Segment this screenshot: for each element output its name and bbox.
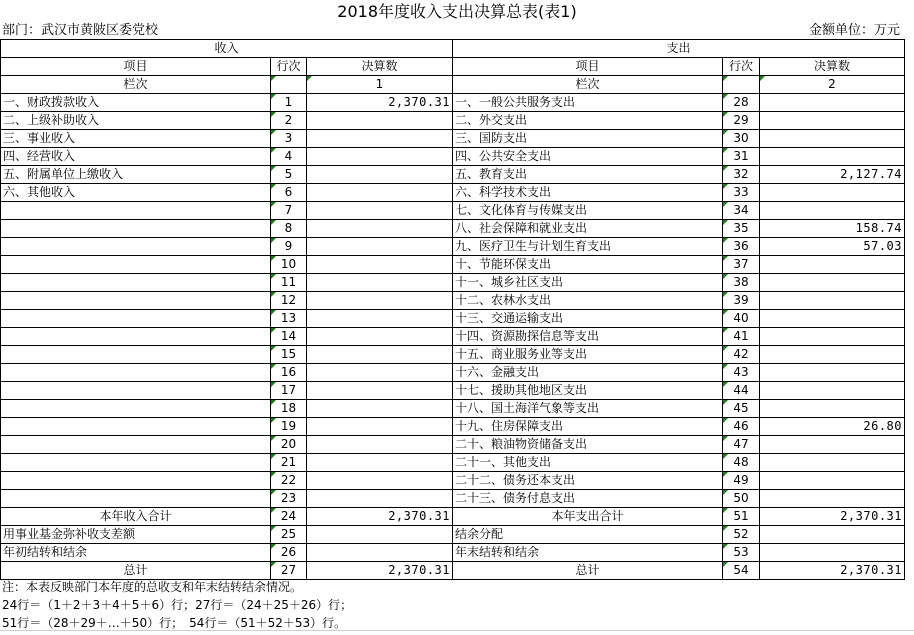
income-line-cell[interactable]: 6 [271,184,307,202]
income-line-cell[interactable]: 13 [271,310,307,328]
expense-item-cell[interactable]: 二十一、其他支出 [453,454,723,472]
expense-order-number[interactable]: 2 [760,76,905,94]
expense-amount-cell[interactable] [760,112,905,130]
table-row [1,490,905,508]
income-line-cell[interactable]: 20 [271,436,307,454]
expense-amount-cell[interactable]: 2,370.31 [760,562,905,580]
income-line-cell[interactable]: 9 [271,238,307,256]
expense-item-cell[interactable]: 十六、金融支出 [453,364,723,382]
income-line-cell[interactable]: 26 [271,544,307,562]
expense-amount-cell[interactable] [760,130,905,148]
expense-line-cell[interactable]: 29 [723,112,760,130]
expense-amount-cell[interactable] [760,364,905,382]
expense-line-cell[interactable]: 39 [723,292,760,310]
table-row [1,328,905,346]
expense-item-cell[interactable]: 六、科学技术支出 [453,184,723,202]
income-amount-cell[interactable]: 2,370.31 [307,562,453,580]
expense-line-cell[interactable]: 34 [723,202,760,220]
expense-amount-cell[interactable] [760,346,905,364]
expense-line-cell[interactable]: 49 [723,472,760,490]
income-item-cell[interactable] [1,490,271,508]
note-line: 注：本表反映部门本年度的总收支和年末结转结余情况。 [2,580,303,594]
expense-line-cell[interactable]: 37 [723,256,760,274]
income-amount-cell[interactable] [307,436,453,454]
expense-item-cell[interactable]: 二十、粮油物资储备支出 [453,436,723,454]
summary-row [1,544,905,562]
table-row [1,436,905,454]
expense-amount-cell[interactable] [760,148,905,166]
summary-row [1,508,905,526]
expense-amount-cell[interactable] [760,490,905,508]
income-line-cell[interactable]: 2 [271,112,307,130]
income-line-cell[interactable]: 3 [271,130,307,148]
table-row [1,148,905,166]
table-row [1,274,905,292]
income-amount-header[interactable]: 决算数 [307,58,453,76]
expense-amount-cell[interactable] [760,256,905,274]
income-item-cell[interactable] [1,454,271,472]
section-header-row [1,40,905,58]
expense-item-cell[interactable]: 一、一般公共服务支出 [453,94,723,112]
expense-item-cell[interactable]: 十二、农林水支出 [453,292,723,310]
income-line-header[interactable]: 行次 [271,58,307,76]
income-amount-cell[interactable] [307,382,453,400]
expense-line-cell[interactable]: 41 [723,328,760,346]
table-row [1,166,905,184]
income-item-cell[interactable] [1,382,271,400]
income-line-cell[interactable]: 5 [271,166,307,184]
expense-item-cell[interactable]: 四、公共安全支出 [453,148,723,166]
income-amount-cell[interactable] [307,544,453,562]
expense-item-cell[interactable]: 十八、国土海洋气象等支出 [453,400,723,418]
table-row [1,94,905,112]
income-amount-cell[interactable] [307,238,453,256]
expense-item-cell[interactable]: 八、社会保障和就业支出 [453,220,723,238]
expense-amount-header[interactable]: 决算数 [760,58,905,76]
income-line-cell[interactable]: 7 [271,202,307,220]
income-amount-cell[interactable] [307,202,453,220]
expense-item-cell[interactable]: 十四、资源勘探信息等支出 [453,328,723,346]
income-item-cell[interactable] [1,220,271,238]
expense-amount-cell[interactable] [760,292,905,310]
expense-amount-cell[interactable] [760,184,905,202]
income-item-cell[interactable] [1,364,271,382]
column-order-row [1,76,905,94]
unit-label: 金额单位：万元 [808,23,900,38]
income-section-header[interactable]: 收入 [1,40,453,58]
income-line-cell[interactable]: 8 [271,220,307,238]
expense-line-cell[interactable]: 42 [723,346,760,364]
expense-line-cell[interactable]: 44 [723,382,760,400]
income-line-cell[interactable]: 11 [271,274,307,292]
income-line-cell[interactable]: 15 [271,346,307,364]
expense-line-cell[interactable]: 30 [723,130,760,148]
income-item-cell[interactable]: 三、事业收入 [1,130,271,148]
income-amount-cell[interactable] [307,112,453,130]
table-row [1,382,905,400]
expense-line-cell[interactable]: 40 [723,310,760,328]
expense-line-cell[interactable]: 50 [723,490,760,508]
expense-item-cell[interactable]: 十五、商业服务业等支出 [453,346,723,364]
income-item-cell[interactable] [1,202,271,220]
income-item-cell[interactable] [1,238,271,256]
expense-item-cell[interactable]: 十、节能环保支出 [453,256,723,274]
income-line-cell[interactable]: 22 [271,472,307,490]
income-line-cell[interactable]: 21 [271,454,307,472]
income-amount-cell[interactable] [307,220,453,238]
notes [2,578,352,632]
income-line-cell[interactable]: 16 [271,364,307,382]
income-amount-cell[interactable] [307,490,453,508]
table-row [1,238,905,256]
expense-line-cell[interactable]: 38 [723,274,760,292]
table-row [1,400,905,418]
expense-amount-cell[interactable]: 2,127.74 [760,166,905,184]
income-item-cell[interactable]: 六、其他收入 [1,184,271,202]
column-header-row [1,58,905,76]
expense-amount-cell[interactable]: 26.80 [760,418,905,436]
expense-amount-cell[interactable] [760,382,905,400]
income-item-cell[interactable] [1,274,271,292]
expense-line-cell[interactable]: 32 [723,166,760,184]
table-row [1,256,905,274]
income-item-cell[interactable]: 一、财政拨款收入 [1,94,271,112]
income-item-cell[interactable] [1,292,271,310]
table-row [1,454,905,472]
income-line-cell[interactable]: 18 [271,400,307,418]
table-row [1,112,905,130]
expense-item-cell[interactable]: 结余分配 [453,526,723,544]
income-amount-cell[interactable] [307,454,453,472]
expense-amount-cell[interactable] [760,274,905,292]
income-item-cell[interactable]: 本年收入合计 [1,508,271,526]
income-amount-cell[interactable]: 2,370.31 [307,508,453,526]
income-line-cell[interactable]: 1 [271,94,307,112]
income-line-cell[interactable]: 14 [271,328,307,346]
income-item-cell[interactable] [1,418,271,436]
income-item-cell[interactable]: 总计 [1,562,271,580]
income-amount-cell[interactable] [307,166,453,184]
income-line-cell[interactable]: 17 [271,382,307,400]
table-row [1,418,905,436]
expense-amount-cell[interactable] [760,472,905,490]
income-amount-cell[interactable] [307,472,453,490]
income-order-blank[interactable] [271,76,307,94]
expense-amount-cell[interactable] [760,544,905,562]
income-item-cell[interactable]: 四、经营收入 [1,148,271,166]
expense-amount-cell[interactable]: 158.74 [760,220,905,238]
expense-amount-cell[interactable] [760,436,905,454]
table-row [1,472,905,490]
income-amount-cell[interactable] [307,346,453,364]
income-order-number[interactable]: 1 [307,76,453,94]
expense-amount-cell[interactable] [760,328,905,346]
income-item-header[interactable]: 项目 [1,58,271,76]
expense-line-cell[interactable]: 48 [723,454,760,472]
report-title: 2018年度收入支出决算总表(表1) [337,2,577,21]
expense-line-cell[interactable]: 47 [723,436,760,454]
expense-line-cell[interactable]: 46 [723,418,760,436]
table-row [1,292,905,310]
income-item-cell[interactable]: 五、附属单位上缴收入 [1,166,271,184]
income-amount-cell[interactable] [307,130,453,148]
table-row [1,184,905,202]
expense-line-cell[interactable]: 33 [723,184,760,202]
expense-section-header[interactable]: 支出 [453,40,905,58]
income-line-cell[interactable]: 19 [271,418,307,436]
expense-item-cell[interactable]: 三、国防支出 [453,130,723,148]
expense-line-header[interactable]: 行次 [723,58,760,76]
income-line-cell[interactable]: 4 [271,148,307,166]
expense-item-cell[interactable]: 二十三、债务付息支出 [453,490,723,508]
income-item-cell[interactable] [1,436,271,454]
note-line: 51行＝（28＋29＋…＋50）行； 54行＝（51＋52＋53）行。 [2,616,347,630]
income-item-cell[interactable]: 用事业基金弥补收支差额 [1,526,271,544]
department-label: 部门：武汉市黄陂区委党校 [2,23,159,38]
expense-item-header[interactable]: 项目 [453,58,723,76]
expense-amount-cell[interactable] [760,202,905,220]
expense-item-cell[interactable]: 十七、援助其他地区支出 [453,382,723,400]
income-amount-cell[interactable] [307,526,453,544]
expense-line-cell[interactable]: 28 [723,94,760,112]
income-expense-table [0,39,905,580]
expense-line-cell[interactable]: 53 [723,544,760,562]
income-amount-cell[interactable] [307,274,453,292]
income-line-cell[interactable]: 12 [271,292,307,310]
income-item-cell[interactable]: 年初结转和结余 [1,544,271,562]
expense-amount-cell[interactable] [760,400,905,418]
income-amount-cell[interactable] [307,184,453,202]
income-item-cell[interactable] [1,400,271,418]
income-line-cell[interactable]: 10 [271,256,307,274]
expense-line-cell[interactable]: 52 [723,526,760,544]
income-amount-cell[interactable] [307,418,453,436]
income-line-cell[interactable]: 27 [271,562,307,580]
income-amount-cell[interactable] [307,310,453,328]
income-item-cell[interactable] [1,256,271,274]
income-item-cell[interactable] [1,472,271,490]
income-amount-cell[interactable] [307,148,453,166]
note-line: 24行＝（1＋2＋3＋4＋5＋6）行；27行＝（24＋25＋26）行； [2,598,353,612]
table-row [1,202,905,220]
expense-item-cell[interactable]: 五、教育支出 [453,166,723,184]
table-row [1,364,905,382]
sheet-edge-divider [0,630,914,631]
expense-amount-cell[interactable]: 57.03 [760,238,905,256]
expense-line-cell[interactable]: 54 [723,562,760,580]
expense-amount-cell[interactable] [760,310,905,328]
expense-line-cell[interactable]: 45 [723,400,760,418]
income-line-cell[interactable]: 25 [271,526,307,544]
income-amount-cell[interactable] [307,292,453,310]
income-item-cell[interactable] [1,346,271,364]
expense-amount-cell[interactable]: 2,370.31 [760,508,905,526]
expense-amount-cell[interactable] [760,454,905,472]
income-amount-cell[interactable] [307,364,453,382]
expense-line-cell[interactable]: 31 [723,148,760,166]
table-row [1,346,905,364]
expense-item-cell[interactable]: 二、外交支出 [453,112,723,130]
summary-row [1,562,905,580]
expense-item-cell[interactable]: 年末结转和结余 [453,544,723,562]
income-line-cell[interactable]: 24 [271,508,307,526]
expense-item-cell[interactable]: 十九、住房保障支出 [453,418,723,436]
expense-item-cell[interactable]: 二十二、债务还本支出 [453,472,723,490]
income-amount-cell[interactable] [307,328,453,346]
expense-line-cell[interactable]: 43 [723,364,760,382]
expense-item-cell[interactable]: 十三、交通运输支出 [453,310,723,328]
income-item-cell[interactable] [1,328,271,346]
table-row [1,220,905,238]
income-order-label[interactable]: 栏次 [1,76,271,94]
expense-line-cell[interactable]: 51 [723,508,760,526]
expense-item-cell[interactable]: 七、文化体育与传媒支出 [453,202,723,220]
expense-line-cell[interactable]: 36 [723,238,760,256]
table-row [1,130,905,148]
expense-line-cell[interactable]: 35 [723,220,760,238]
income-line-cell[interactable]: 23 [271,490,307,508]
expense-order-blank[interactable] [723,76,760,94]
expense-item-cell[interactable]: 总计 [453,562,723,580]
expense-item-cell[interactable]: 本年支出合计 [453,508,723,526]
income-amount-cell[interactable] [307,400,453,418]
expense-amount-cell[interactable] [760,526,905,544]
expense-item-cell[interactable]: 十一、城乡社区支出 [453,274,723,292]
income-item-cell[interactable] [1,310,271,328]
table-row [1,310,905,328]
summary-row [1,526,905,544]
expense-item-cell[interactable]: 九、医疗卫生与计划生育支出 [453,238,723,256]
income-item-cell[interactable]: 二、上级补助收入 [1,112,271,130]
expense-order-label[interactable]: 栏次 [453,76,723,94]
income-amount-cell[interactable] [307,256,453,274]
income-amount-cell[interactable]: 2,370.31 [307,94,453,112]
expense-amount-cell[interactable] [760,94,905,112]
